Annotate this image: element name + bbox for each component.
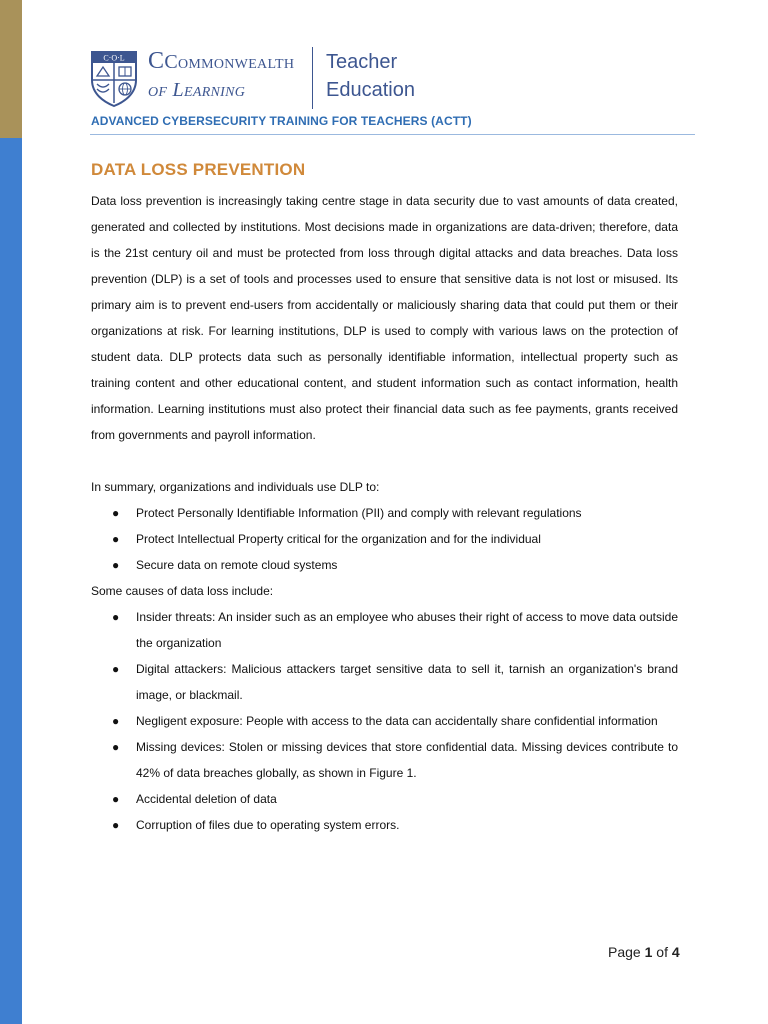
- summary-intro: In summary, organizations and individuals use DLP to:: [91, 480, 380, 494]
- bullet-icon: ●: [112, 532, 120, 546]
- page-word: Page: [608, 944, 641, 960]
- paragraph-spacer: [91, 448, 678, 474]
- list-item-text: Negligent exposure: People with access to the data can accidentally share confidential information: [136, 714, 658, 728]
- header-rule: [90, 134, 695, 135]
- list-item: [91, 786, 678, 812]
- bullet-icon: ●: [112, 610, 120, 624]
- organization-name-line2: [148, 77, 294, 103]
- bullet-icon: ●: [112, 662, 120, 676]
- list-item: [91, 656, 678, 708]
- list-item: [91, 552, 678, 578]
- list-item: [91, 812, 678, 838]
- causes-intro: Some causes of data loss include:: [91, 584, 274, 598]
- summary-list: [91, 500, 678, 578]
- bullet-icon: ●: [112, 714, 120, 728]
- side-accent-bar-bottom: [0, 138, 22, 1024]
- unit-name: [326, 48, 415, 104]
- list-item-text: Missing devices: Stolen or missing devices that store confidential data. Missing devices contribute to 42% of data breaches globally, as shown in Figure 1.: [136, 740, 678, 780]
- logo-badge-text: C·O·L: [103, 53, 125, 63]
- logo-divider: [312, 47, 313, 109]
- organization-name: [148, 48, 294, 103]
- organization-name-line1-text: Commonwealth: [164, 51, 295, 73]
- bullet-icon: ●: [112, 792, 120, 806]
- list-item-text: Insider threats: An insider such as an employee who abuses their right of access to move data outside the organization: [136, 610, 678, 650]
- side-accent-bar-top: [0, 0, 22, 138]
- document-header: [90, 45, 700, 111]
- list-item: [91, 500, 678, 526]
- bullet-icon: ●: [112, 558, 120, 572]
- document-body: [91, 188, 678, 838]
- list-item-text: Accidental deletion of data: [136, 792, 277, 806]
- col-shield-logo-icon: [90, 50, 138, 108]
- unit-name-line1: Teacher: [326, 51, 398, 73]
- list-item: [91, 734, 678, 786]
- current-page-number: 1: [644, 944, 653, 960]
- causes-list: [91, 604, 678, 838]
- list-item-text: Digital attackers: Malicious attackers target sensitive data to sell it, tarnish an organization's brand image, or blackmail.: [136, 662, 678, 702]
- intro-paragraph: Data loss prevention is increasingly taking centre stage in data security due to vast amounts of data created, generated and collected by institutions. Most decisions made in organizations are data-driven; therefore, data is the 21st century oil and must be protected from loss through digital attacks and data breaches. Data loss prevention (DLP) is a set of tools and processes used to ensure that sensitive data is not lost or misused. Its primary aim is to prevent end-users from accidentally or maliciously sharing data that could put them or their organizations at risk. For learning institutions, DLP is used to comply with various laws on the protection of student data. DLP protects data such as personally identifiable information, intellectual property such as training content and other educational content, and student information such as contact information, health information. Learning institutions must also protect their financial data such as fee payments, grants received from governments and payroll information.: [91, 194, 678, 442]
- list-item-text: Secure data on remote cloud systems: [136, 558, 338, 572]
- list-item-text: Protect Personally Identifiable Information (PII) and comply with relevant regulations: [136, 506, 582, 520]
- list-item: [91, 526, 678, 552]
- total-page-count: 4: [671, 944, 680, 960]
- organization-name-line2-text: of Learning: [148, 79, 246, 101]
- list-item-text: Protect Intellectual Property critical for the organization and for the individual: [136, 532, 541, 546]
- bullet-icon: ●: [112, 740, 120, 754]
- course-subtitle: ADVANCED CYBERSECURITY TRAINING FOR TEACHERS (ACTT): [91, 114, 472, 128]
- of-word: of: [656, 944, 668, 960]
- list-item-text: Corruption of files due to operating system errors.: [136, 818, 400, 832]
- list-item: [91, 604, 678, 656]
- list-item: [91, 708, 678, 734]
- page-title: DATA LOSS PREVENTION: [91, 160, 306, 179]
- bullet-icon: ●: [112, 506, 120, 520]
- organization-name-line1: CCommonwealth: [148, 48, 295, 74]
- page-number-footer: [608, 944, 680, 960]
- unit-name-line2: Education: [326, 79, 415, 101]
- bullet-icon: ●: [112, 818, 120, 832]
